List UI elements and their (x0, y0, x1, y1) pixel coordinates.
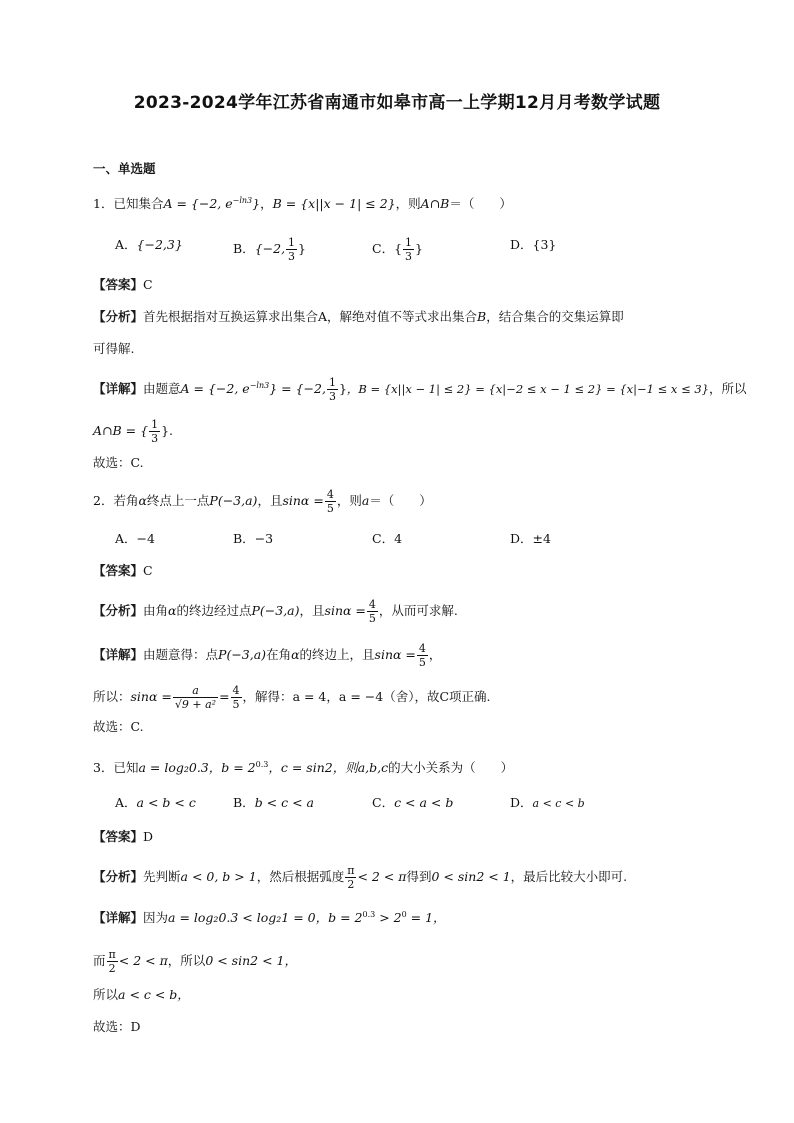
q2-option-d: D．±4 (510, 531, 551, 546)
q2-choose: 故选：C. (93, 719, 144, 734)
q1-set-a: A = {−2, e (163, 196, 233, 212)
detail-fraction: $\frac{1}{3}$ (151, 418, 159, 445)
q3-option-b: B．b < c < a (233, 795, 314, 810)
detail-tag: 【详解】 (93, 381, 144, 396)
q1-set-a-end: } (252, 196, 261, 212)
q2-answer: 【答案】C (93, 563, 153, 578)
q2-detail: 【详解】由题意得：点P(−3,a)在角α的终边上，且sinα = $\frac{4}{5}$ ， (93, 642, 442, 669)
q1-stem (93, 192, 512, 213)
detail-fraction: $\frac{1}{3}$ (328, 376, 336, 403)
option-label: C． (372, 241, 395, 256)
analysis-tag: 【分析】 (93, 309, 144, 324)
q3-option-c: C．c < a < b (372, 795, 454, 810)
q1-option-c: C．{ $\frac{1}{3}$ } (372, 236, 423, 263)
option-label: D． (510, 237, 533, 252)
q1-set-a-exp: −ln3 (232, 196, 253, 205)
q3-detail-cont: 而 $\frac{\pi}{2}$ < 2 < π，所以0 < sin2 < 1， (93, 948, 297, 975)
solve-fraction-2: $\frac{4}{5}$ (232, 684, 240, 711)
q1-intersect: A∩B (420, 196, 450, 212)
q1-stem-sep: ， (260, 196, 273, 212)
analysis-fraction: $\frac{4}{5}$ (368, 598, 376, 625)
q1-option-d (510, 236, 556, 254)
q3-option-a: A．a < b < c (115, 795, 196, 810)
q1-stem-end: ＝（ ） (449, 196, 512, 212)
section-heading: 一、单选题 (93, 161, 156, 176)
q2-option-b: B．−3 (233, 531, 274, 546)
q3-option-d: D．a < c < b (510, 795, 585, 810)
answer-value: C (143, 277, 153, 292)
option-label: A． (115, 237, 137, 252)
q1-option-b: B．{−2, $\frac{1}{3}$ } (233, 236, 306, 263)
q3-choose: 故选：D (93, 1019, 141, 1034)
option-fraction: $\frac{1}{3}$ (288, 236, 296, 263)
q2-fraction: $\frac{4}{5}$ (326, 488, 334, 515)
q2-analysis: 【分析】由角α的终边经过点P(−3,a)，且sinα = $\frac{4}{5}$ ，从而可求解. (93, 598, 458, 625)
option-label: B． (233, 241, 255, 256)
q1-answer (93, 276, 153, 294)
q1-analysis: 【分析】首先根据指对互换运算求出集合A，解绝对值不等式求出集合B，结合集合的交集运算即 (93, 309, 624, 324)
option-text: {−2,3} (136, 237, 183, 252)
q3-stem: 3．已知a = log₂0.3，$b = 2^{0.3}$，c = sin2，则a,b,c的大小关系为（ ） (93, 760, 514, 776)
option-text: {−2, (254, 241, 286, 256)
pi-half-fraction: $\frac{\pi}{2}$ (108, 948, 116, 975)
q3-so: 所以a < c < b， (93, 987, 190, 1002)
detail-fraction: $\frac{4}{5}$ (418, 642, 426, 669)
q2-option-c: C．4 (372, 531, 403, 546)
option-fraction: $\frac{1}{3}$ (405, 236, 413, 263)
q1-detail-cont: A∩B = { $\frac{1}{3}$ }. (93, 418, 173, 445)
q2-stem: 2．若角α终点上一点P(−3,a)，且sinα = $\frac{4}{5}$ ，则a＝（ ） (93, 488, 432, 515)
option-text: {3} (532, 237, 557, 252)
q3-analysis: 【分析】先判断a < 0, b > 1，然后根据弧度 $\frac{\pi}{2}$ < 2 < π得到0 < sin2 < 1，最后比较大小即可. (93, 864, 628, 891)
q1-option-a (115, 236, 183, 254)
q1-set-b: B = {x||x − 1| ≤ 2} (272, 196, 396, 212)
pi-half-fraction: $\frac{\pi}{2}$ (347, 864, 355, 891)
q3-detail: 【详解】因为a = log₂0.3 < log₂1 = 0，$b = 2^{0.3} > 2^0 = 1$， (93, 910, 446, 926)
page-title: 2023-2024学年江苏省南通市如皋市高一上学期12月月考数学试题 (133, 93, 661, 113)
q1-stem-text: 1．已知集合 (93, 196, 164, 212)
q1-analysis-cont: 可得解. (93, 341, 135, 356)
q3-answer: 【答案】D (93, 829, 154, 844)
answer-tag: 【答案】 (93, 277, 144, 292)
q1-stem-then: ，则 (395, 196, 421, 212)
q1-detail: 【详解】由题意A = {−2, $e^{-ln3}\} = \{-2$, $\frac{1}{3}$ }，B = {x||x − 1| ≤ 2} = {x|−2 ≤ x − 1 ≤ 2} = {x|−1 ≤ x ≤ 3}，所以 (93, 376, 747, 403)
q1-choose: 故选：C. (93, 455, 144, 470)
solve-fraction: $\frac{a}{\text{√9 + a²}}$ (174, 684, 217, 711)
q2-solve: 所以：sinα = $\frac{a}{\text{√9 + a²}}$ = $\frac{4}{5}$ ，解得：a = 4，a = −4（舍），故C项正确. (93, 684, 491, 711)
q2-option-a: A．−4 (115, 531, 155, 546)
